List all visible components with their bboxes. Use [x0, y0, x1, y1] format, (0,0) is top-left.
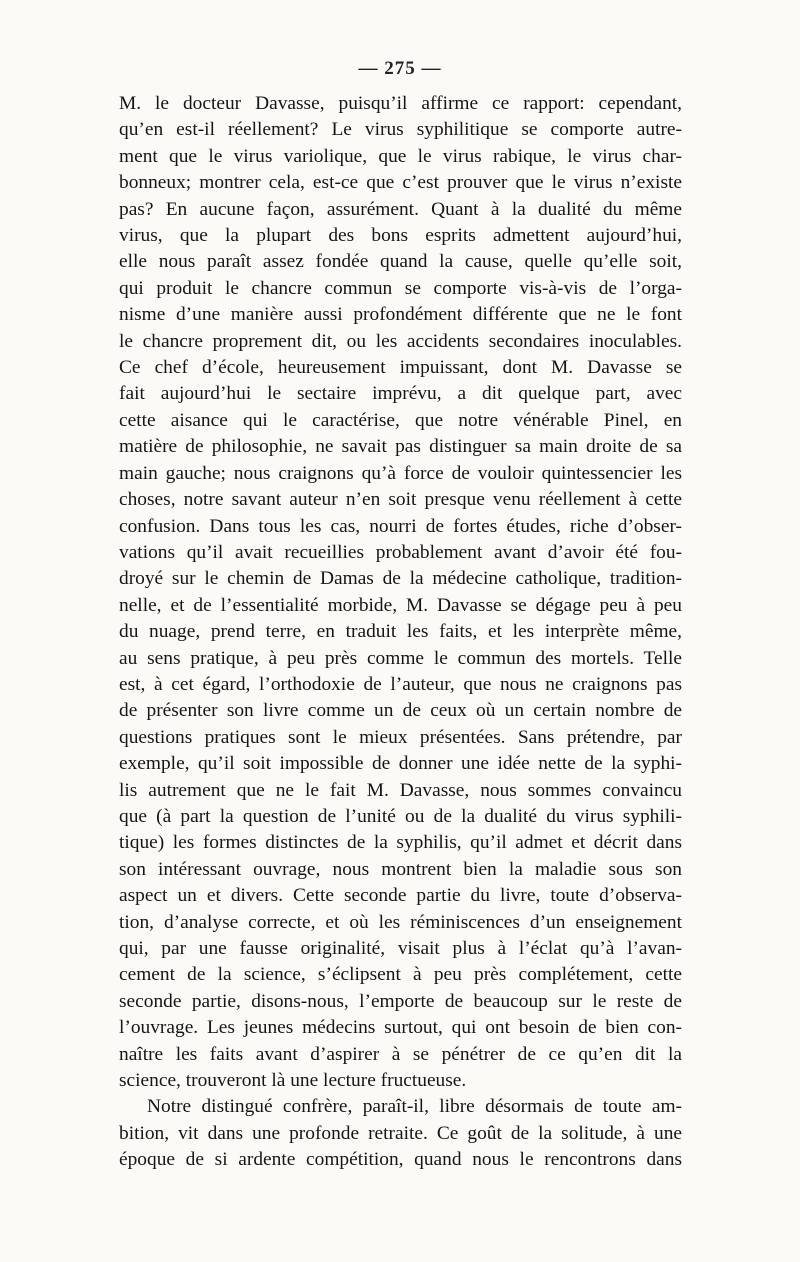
- text-line: elle nous paraît assez fondée quand la cause, quelle qu’elle soit,: [119, 251, 682, 273]
- text-line: nelle, et de l’essentialité morbide, M. Davasse se dégage peu à peu: [119, 594, 682, 616]
- text-line: main gauche; nous craignons qu’à force de vouloir quintessencier les: [119, 462, 682, 484]
- text-line: tion, d’analyse correcte, et où les réminiscences d’un enseignement: [119, 911, 682, 933]
- paragraph-end-line: science, trouveront là une lecture fructueuse.: [119, 1070, 467, 1092]
- text-line: l’ouvrage. Les jeunes médecins surtout, qui ont besoin de bien con-: [119, 1017, 682, 1039]
- text-line: qui produit le chancre commun se comporte vis-à-vis de l’orga-: [119, 277, 682, 299]
- text-line: confusion. Dans tous les cas, nourri de fortes études, riche d’obser-: [119, 515, 682, 537]
- text-line: cette aisance qui le caractérise, que notre vénérable Pinel, en: [119, 409, 682, 431]
- page-number: — 275 —: [358, 58, 442, 79]
- text-line: Ce chef d’école, heureusement impuissant, dont M. Davasse se: [119, 357, 682, 379]
- text-line: seconde partie, disons-nous, l’emporte de beaucoup sur le reste de: [119, 990, 682, 1012]
- text-line: vations qu’il avait recueillies probablement avant d’avoir été fou-: [119, 541, 682, 563]
- text-line: nisme d’une manière aussi profondément différente que ne le font: [119, 304, 682, 326]
- text-line: exemple, qu’il soit impossible de donner une idée nette de la syphi-: [119, 753, 682, 775]
- text-line: M. le docteur Davasse, puisqu’il affirme ce rapport: cependant,: [119, 93, 682, 114]
- text-line: pas? En aucune façon, assurément. Quant à la dualité du même: [119, 198, 682, 220]
- text-line: au sens pratique, à peu près comme le commun des mortels. Telle: [119, 647, 682, 669]
- text-line: bonneux; montrer cela, est-ce que c’est prouver que le virus n’existe: [119, 172, 682, 194]
- text-line: bition, vit dans une profonde retraite. Ce goût de la solitude, à une: [119, 1122, 682, 1144]
- text-line: lis autrement que ne le fait M. Davasse, nous sommes convaincu: [119, 779, 682, 801]
- text-line: le chancre proprement dit, ou les accidents secondaires inoculables.: [119, 330, 682, 352]
- text-line: tique) les formes distinctes de la syphilis, qu’il admet et décrit dans: [119, 832, 682, 854]
- paragraph-start-line: Notre distingué confrère, paraît-il, libre désormais de toute am-: [147, 1096, 682, 1118]
- text-line: fait aujourd’hui le sectaire imprévu, a dit quelque part, avec: [119, 383, 682, 405]
- text-line: est, à cet égard, l’orthodoxie de l’auteur, que nous ne craignons pas: [119, 673, 682, 695]
- text-line: époque de si ardente compétition, quand nous le rencontrons dans: [119, 1149, 682, 1171]
- text-line: ment que le virus variolique, que le virus rabique, le virus char-: [119, 145, 682, 167]
- text-line: aspect un et divers. Cette seconde partie du livre, toute d’observa-: [119, 885, 682, 907]
- text-line: que (à part la question de l’unité ou de la dualité du virus syphili-: [119, 805, 682, 827]
- text-line: de présenter son livre comme un de ceux où un certain nombre de: [119, 700, 682, 722]
- text-line: du nuage, prend terre, en traduit les faits, et les interprète même,: [119, 621, 682, 643]
- text-line: virus, que la plupart des bons esprits admettent aujourd’hui,: [119, 225, 682, 247]
- text-line: cement de la science, s’éclipsent à peu près complétement, cette: [119, 964, 682, 986]
- text-line: choses, notre savant auteur n’en soit presque venu réellement à cette: [119, 489, 682, 511]
- text-line: qui, par une fausse originalité, visait plus à l’éclat qu’à l’avan-: [119, 938, 682, 959]
- text-line: son intéressant ouvrage, nous montrent bien la maladie sous son: [119, 858, 682, 880]
- body-text: [119, 91, 682, 1174]
- text-line: matière de philosophie, ne savait pas distinguer sa main droite de sa: [119, 436, 682, 458]
- text-line: qu’en est-il réellement? Le virus syphilitique se comporte autre-: [119, 119, 682, 141]
- text-line: questions pratiques sont le mieux présentées. Sans prétendre, par: [119, 726, 682, 748]
- text-line: naître les faits avant d’aspirer à se pénétrer de ce qu’en dit la: [119, 1043, 682, 1065]
- text-line: droyé sur le chemin de Damas de la médecine catholique, tradition-: [119, 568, 682, 590]
